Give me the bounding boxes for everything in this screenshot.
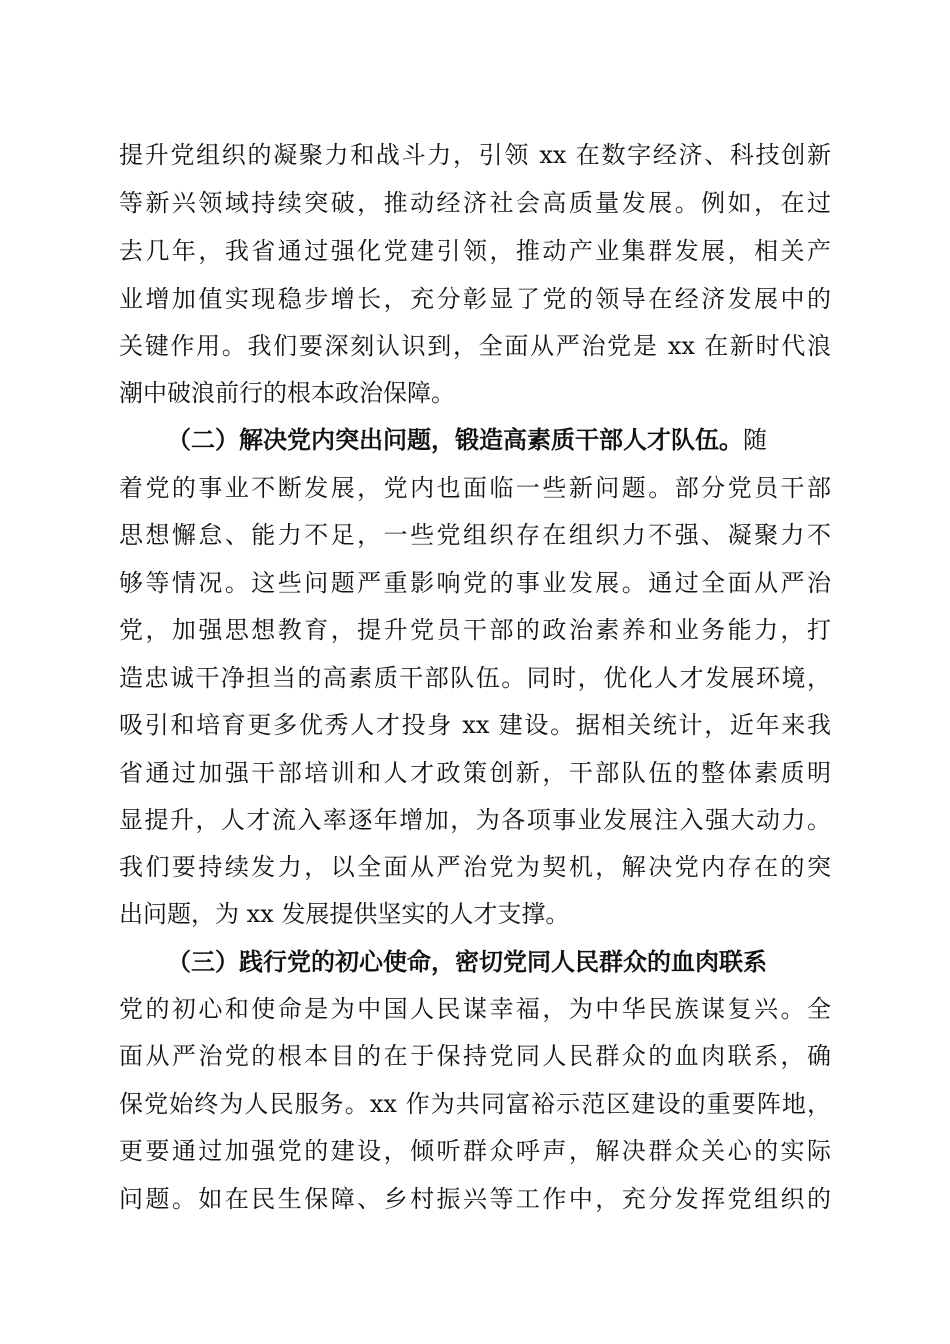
paragraph-2-line-2: 着党的事业不断发展，党内也面临一些新问题。部分党员干部	[119, 474, 831, 502]
paragraph-2-line-10: 我们要持续发力，以全面从严治党为契机，解决党内存在的突	[119, 853, 831, 881]
paragraph-1-line-5: 关键作用。我们要深刻认识到，全面从严治党是 xx 在新时代浪	[119, 332, 831, 360]
paragraph-2-line-5: 党，加强思想教育，提升党员干部的政治素养和业务能力，打	[119, 616, 831, 644]
paragraph-3-line-3: 面从严治党的根本目的在于保持党同人民群众的血肉联系，确	[119, 1042, 831, 1070]
paragraph-1-line-6: 潮中破浪前行的根本政治保障。	[119, 379, 455, 407]
paragraph-2-line-7: 吸引和培育更多优秀人才投身 xx 建设。据相关统计，近年来我	[119, 711, 831, 739]
paragraph-1-line-2: 等新兴领域持续突破，推动经济社会高质量发展。例如，在过	[119, 189, 831, 217]
paragraph-3-line-4: 保党始终为人民服务。xx 作为共同富裕示范区建设的重要阵地，	[119, 1090, 831, 1118]
paragraph-1-line-4: 业增加值实现稳步增长，充分彰显了党的领导在经济发展中的	[119, 285, 831, 313]
paragraph-1-line-1: 提升党组织的凝聚力和战斗力，引领 xx 在数字经济、科技创新	[119, 141, 831, 169]
paragraph-2-line-3: 思想懈怠、能力不足，一些党组织存在组织力不强、凝聚力不	[119, 521, 831, 549]
paragraph-2-line-9: 显提升，人才流入率逐年增加，为各项事业发展注入强大动力。	[119, 806, 831, 834]
paragraph-2-line-8: 省通过加强干部培训和人才政策创新，干部队伍的整体素质明	[119, 759, 831, 787]
paragraph-2-line-6: 造忠诚干净担当的高素质干部队伍。同时，优化人才发展环境，	[119, 664, 831, 692]
paragraph-3-line-2: 党的初心和使命是为中国人民谋幸福，为中华民族谋复兴。全	[119, 995, 831, 1023]
paragraph-2-first-line-rest: 随	[743, 426, 767, 454]
paragraph-2-first-line	[167, 416, 831, 464]
section-3-heading: （三）践行党的初心使命，密切党同人民群众的血肉联系	[167, 947, 767, 976]
section-2-heading: （二）解决党内突出问题，锻造高素质干部人才队伍。	[167, 425, 743, 454]
paragraph-3-line-6: 问题。如在民生保障、乡村振兴等工作中，充分发挥党组织的	[119, 1185, 831, 1213]
paragraph-2-line-11: 出问题，为 xx 发展提供坚实的人才支撑。	[119, 900, 570, 928]
paragraph-1-line-3: 去几年，我省通过强化党建引领，推动产业集群发展，相关产	[119, 237, 831, 265]
paragraph-2-line-4: 够等情况。这些问题严重影响党的事业发展。通过全面从严治	[119, 569, 831, 597]
paragraph-3-line-5: 更要通过加强党的建设，倾听群众呼声，解决群众关心的实际	[119, 1137, 831, 1165]
